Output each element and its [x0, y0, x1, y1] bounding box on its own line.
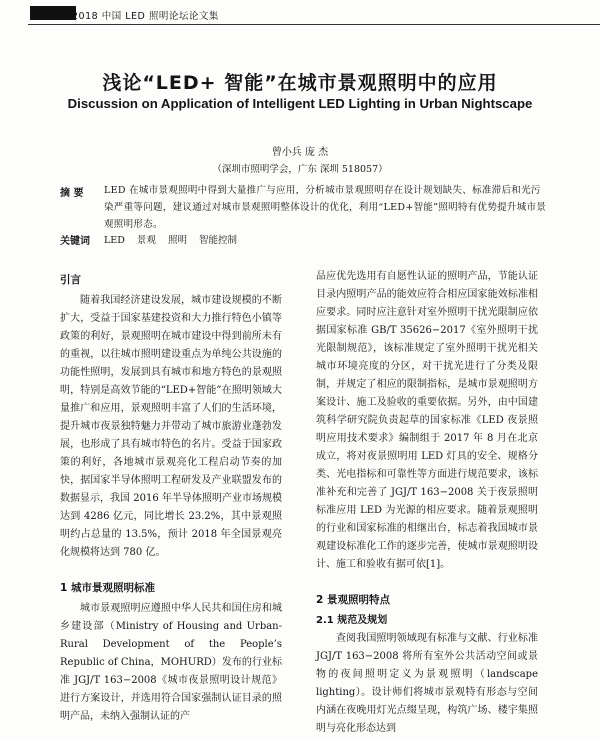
- section-gap: [60, 562, 282, 576]
- intro-paragraph: 随着我国经济建设发展，城市建设规模的不断扩大，受益于国家基建投资和大力推行特色小镇等政策的利好，景观照明在城市建设中得到前所未有的重视，以往城市照明建设重点为单纯公共设施的功能性照明，发展到具有城市和地方特色的景观照明，特别是高效节能的“LED+智能”在照明领域大量推广和应用，景观照明丰富了人们的生活环境，提升城市夜景独特魅力并带动了城市旅游业蓬勃发展，也形成了具有城市特色的名片。受益于国家政策的利好，各地城市景观亮化工程启动节奏的加快，据国家半导体照明工程研发及产业联盟发布的数据显示，我国 2016 年半导体照明产业市场规模达到 4286 亿元，同比增长 23.2%，其中景观照明约占总量的 13.5%，预计 2018 年全国景观亮化规模将达到 780 亿。: [60, 295, 282, 558]
- authors: 曾小兵 庞 杰: [271, 147, 329, 158]
- abstract-text: LED 在城市景观照明中得到大量推广与应用，分析城市景观照明存在设计规划缺失、标准滞后和光污染严重等问题，建议通过对城市景观照明整体设计的优化，利用“LED+智能”照明特有优势提升城市景观照明形态。: [104, 185, 547, 230]
- title-chinese: 浅论“LED+ 智能”在城市景观照明中的应用: [102, 72, 498, 94]
- redacted-header-block: [30, 6, 76, 20]
- keyword: 智能控制: [199, 235, 238, 246]
- keyword: 景观: [136, 235, 156, 246]
- left-column: [60, 268, 282, 726]
- keywords-list: [104, 232, 246, 246]
- subsection-2-1-paragraph: 查阅我国照明领域现有标准与文献、行业标准 JGJ/T 163−2008 将所有室外公共活动空间或景物的夜间照明定义为景观照明（landscape lighting）。设计师们将城市景观特有形态与空间内涵在夜晚用灯光点缀呈现，构筑广场、楼宇集照明与亮化形态达到: [316, 633, 538, 734]
- intro-heading: 引言: [60, 274, 81, 286]
- header-rule: [28, 24, 600, 25]
- section-gap: [316, 574, 538, 588]
- keywords-label: 关键词: [60, 236, 90, 247]
- section-1-heading: 1 城市景观照明标准: [60, 582, 155, 594]
- section-1-paragraph: 城市景观照明应遵照中华人民共和国住房和城乡建设部（Ministry of Housing and Urban-Rural Development of the People’s Republic of China，MOHURD）发布的行业标准 JGJ/T 163−2008《城市夜景照明设计规范》进行方案设计，并选用符合国家强制认证目录的照明产品，未纳入强制认证的产: [60, 603, 282, 722]
- abstract-label: 摘 要: [60, 188, 84, 199]
- right-column: [316, 268, 538, 738]
- subsection-2-1-heading: 2.1 规范及规划: [316, 615, 388, 626]
- keyword: 照明: [167, 235, 187, 246]
- title-english: Discussion on Application of Intelligent LED Lighting in Urban Nightscape: [67, 96, 533, 111]
- continued-paragraph: 品应优先选用有自愿性认证的照明产品，节能认证目录内照明产品的能效应符合相应国家能效标准相应要求。同时应注意针对室外照明干扰光限制应依据国家标准 GB/T 35626−2017《室外照明干扰光限制规范》，该标准规定了室外照明干扰光相关城市环境亮度的分区，对干扰光进行了分类及限制，并规定了相应的限制指标，是城市景观照明方案设计、施工及验收的重要依据。另外，由中国建筑科学研究院负责起草的国家标准《LED 夜景照明应用技术要求》编制组于 2017 年 8 月在北京成立，将对夜景照明用 LED 灯具的安全、规格分类、光电指标和可靠性等方面进行规范要求，该标准补充和完善了 JGJ/T 163−2008 关于夜景照明标准应用 LED 为光源的相应要求。随着景观照明的行业和国家标准的相继出台，标志着我国城市景观建设标准化工作的逐步完善，使城市景观照明设计、施工和验收有据可依[1]。: [316, 271, 538, 570]
- keyword: LED: [104, 235, 125, 246]
- running-header: 2018 中国 LED 照明论坛论文集: [72, 11, 219, 22]
- section-2-heading: 2 景观照明特点: [316, 594, 390, 606]
- affiliation: （深圳市照明学会，广东 深圳 518057）: [212, 164, 388, 175]
